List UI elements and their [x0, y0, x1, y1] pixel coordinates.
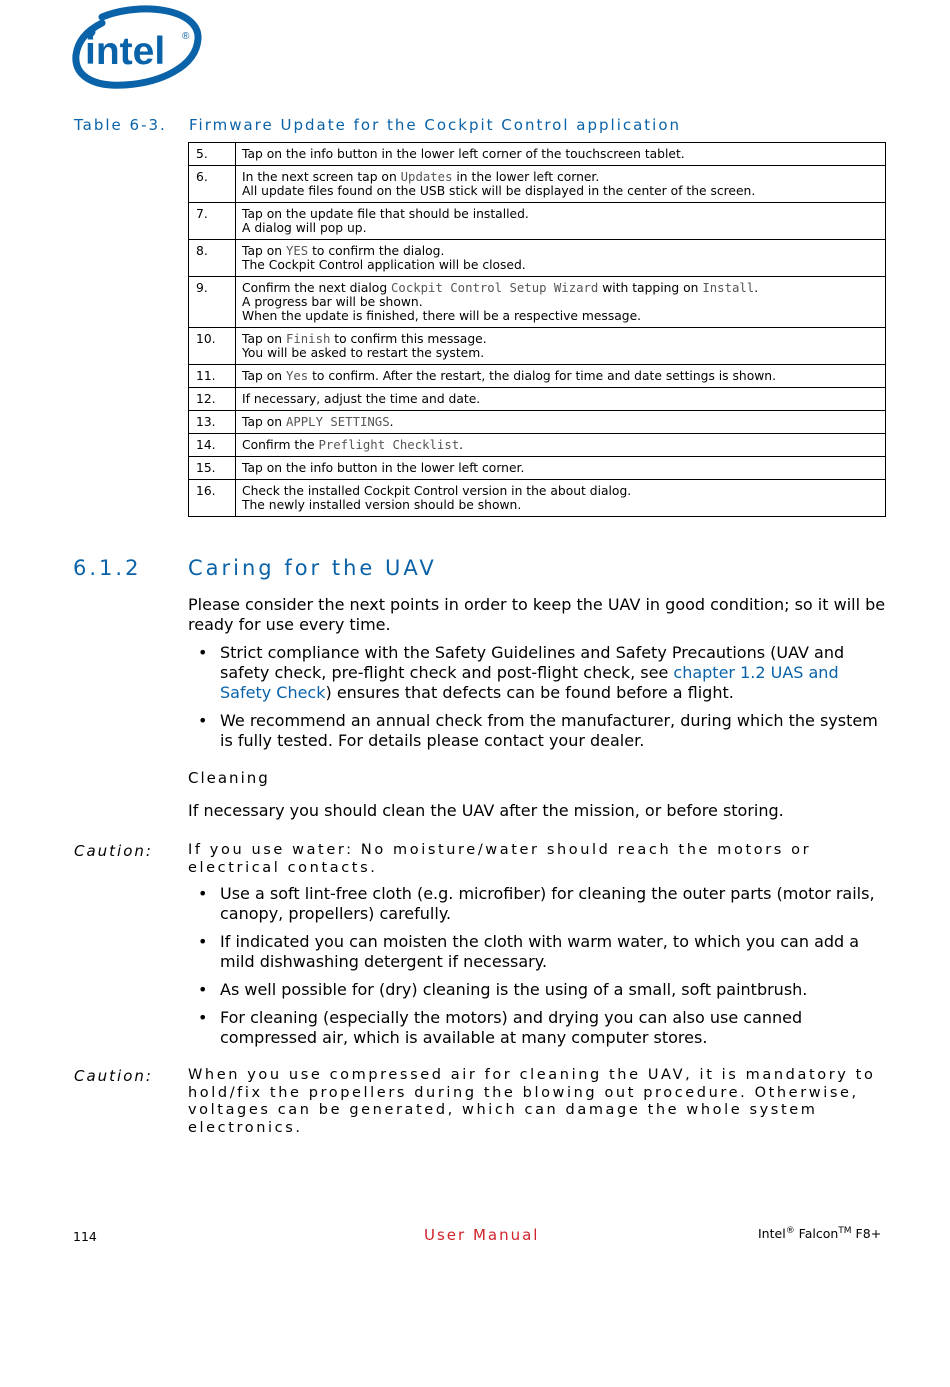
list-item	[188, 643, 888, 703]
step-text: Confirm the	[242, 438, 319, 452]
step-text: A progress bar will be shown.	[242, 295, 423, 309]
ui-term: Finish	[285, 332, 331, 346]
step-number: 16.	[189, 480, 236, 517]
table-caption	[74, 116, 681, 134]
table-row	[189, 328, 886, 365]
step-number: 7.	[189, 203, 236, 240]
bullet-icon: •	[198, 711, 208, 730]
step-number: 8.	[189, 240, 236, 277]
section-title: Caring for the UAV	[188, 556, 437, 580]
footer-title: User Manual	[424, 1226, 540, 1244]
bullet-text: As well possible for (dry) cleaning is the using of a small, soft paintbrush.	[220, 980, 808, 999]
step-text: to confirm this message.	[330, 332, 487, 346]
step-text: A dialog will pop up.	[242, 221, 367, 235]
list-item	[188, 932, 888, 972]
step-description	[236, 411, 886, 434]
cleaning-bullet-list	[188, 884, 888, 1056]
table-row	[189, 480, 886, 517]
step-text: in the lower left corner.	[452, 170, 600, 184]
table-row	[189, 434, 886, 457]
bullet-text: For cleaning (especially the motors) and drying you can also use canned compressed air, which is available at many computer stores.	[220, 1008, 803, 1047]
list-item	[188, 980, 888, 1000]
svg-text:®: ®	[182, 31, 190, 42]
step-text: Tap on	[242, 415, 286, 429]
caution-text: If you use water: No moisture/water should reach the motors or electrical contacts.	[188, 842, 812, 876]
table-row	[189, 166, 886, 203]
step-text: to confirm. After the restart, the dialog for time and date settings is shown.	[308, 369, 776, 383]
svg-text:intel: intel	[85, 30, 166, 73]
bullet-text: We recommend an annual check from the manufacturer, during which the system is fully tested. For details please contact your dealer.	[220, 711, 878, 750]
bullet-icon: •	[198, 884, 208, 903]
step-text: to confirm the dialog.	[308, 244, 445, 258]
table-row	[189, 277, 886, 328]
cleaning-paragraph: If necessary you should clean the UAV after the mission, or before storing.	[188, 801, 784, 820]
bullet-icon: •	[198, 643, 208, 662]
step-description	[236, 434, 886, 457]
table-row	[189, 388, 886, 411]
step-description	[236, 277, 886, 328]
ui-term: Cockpit Control Setup Wizard	[391, 281, 599, 295]
table-row	[189, 411, 886, 434]
step-text: Check the installed Cockpit Control version in the about dialog.	[242, 484, 632, 498]
step-text: Tap on the update file that should be installed.	[242, 207, 529, 221]
firmware-update-table	[188, 142, 886, 517]
step-description	[236, 328, 886, 365]
step-text: If necessary, adjust the time and date.	[242, 392, 481, 406]
step-description	[236, 203, 886, 240]
step-text: When the update is finished, there will be a respective message.	[242, 309, 642, 323]
footer-product	[758, 1226, 881, 1241]
step-number: 13.	[189, 411, 236, 434]
step-description	[236, 480, 886, 517]
cleaning-subheading: Cleaning	[188, 769, 270, 787]
table-row	[189, 240, 886, 277]
step-text: Tap on	[242, 369, 286, 383]
step-description	[236, 143, 886, 166]
step-number: 10.	[189, 328, 236, 365]
caution-text: When you use compressed air for cleaning the UAV, it is mandatory to hold/fix the propellers during the blowing out procedure. Otherwise, voltages can be generated, which can damage the whole system electronics.	[188, 1067, 876, 1136]
step-description	[236, 388, 886, 411]
step-text: Tap on	[242, 332, 286, 346]
step-text: Tap on the info button in the lower left corner of the touchscreen tablet.	[242, 147, 685, 161]
table-row	[189, 457, 886, 480]
bullet-text: If indicated you can moisten the cloth with warm water, to which you can add a mild dishwashing detergent if necessary.	[220, 932, 860, 971]
chapter-link[interactable]: chapter 1.2 UAS and Safety Check	[220, 663, 839, 702]
table-body	[189, 143, 886, 517]
table-row	[189, 143, 886, 166]
section-number: 6.1.2	[73, 556, 142, 580]
step-text: with tapping on	[598, 281, 703, 295]
caution-label: Caution:	[74, 842, 153, 860]
step-text: .	[459, 438, 464, 452]
step-number: 5.	[189, 143, 236, 166]
step-text: In the next screen tap on	[242, 170, 401, 184]
footer-product-name: Falcon	[798, 1226, 839, 1242]
bullet-icon: •	[198, 1008, 208, 1027]
step-description	[236, 365, 886, 388]
caution-label: Caution:	[74, 1067, 153, 1085]
step-text: .	[389, 415, 394, 429]
ui-term: YES	[285, 244, 309, 258]
step-description	[236, 240, 886, 277]
list-item	[188, 1008, 888, 1048]
step-text: .	[754, 281, 759, 295]
table-caption-title: Firmware Update for the Cockpit Control application	[189, 116, 682, 134]
bullet-text-start: Strict compliance with the Safety Guidelines and Safety Precautions (UAV and safety check, pre-flight check and post-flight check, see	[220, 643, 845, 682]
step-number: 12.	[189, 388, 236, 411]
ui-term: Yes	[285, 369, 309, 383]
step-text: Tap on	[242, 244, 286, 258]
footer-model: F8+	[855, 1226, 882, 1242]
table-row	[189, 203, 886, 240]
step-number: 15.	[189, 457, 236, 480]
step-text: The newly installed version should be shown.	[242, 498, 522, 512]
section-heading	[73, 556, 437, 580]
table-row	[189, 365, 886, 388]
footer-brand: Intel	[758, 1226, 786, 1242]
intro-paragraph: Please consider the next points in order to keep the UAV in good condition; so it will be ready for use every time.	[188, 595, 886, 634]
step-number: 14.	[189, 434, 236, 457]
step-text: The Cockpit Control application will be closed.	[242, 258, 526, 272]
registered-mark: ®	[785, 1226, 795, 1236]
ui-term: Install	[702, 281, 755, 295]
bullet-icon: •	[198, 932, 208, 951]
step-text: Confirm the next dialog	[242, 281, 392, 295]
safety-bullet-list	[188, 643, 888, 759]
step-number: 11.	[189, 365, 236, 388]
intel-logo	[72, 5, 202, 89]
step-number: 9.	[189, 277, 236, 328]
bullet-text: Use a soft lint-free cloth (e.g. microfiber) for cleaning the outer parts (motor rails, canopy, propellers) carefully.	[220, 884, 875, 923]
ui-term: APPLY SETTINGS	[285, 415, 390, 429]
trademark-mark: TM	[838, 1226, 852, 1236]
step-description	[236, 166, 886, 203]
ui-term: Updates	[400, 170, 453, 184]
step-text: All update files found on the USB stick will be displayed in the center of the screen.	[242, 184, 756, 198]
step-number: 6.	[189, 166, 236, 203]
table-caption-number: Table 6-3.	[74, 116, 167, 134]
ui-term: Preflight Checklist	[318, 438, 460, 452]
bullet-text-end: ) ensures that defects can be found before a flight.	[325, 683, 734, 702]
list-item	[188, 884, 888, 924]
list-item	[188, 711, 888, 751]
step-description	[236, 457, 886, 480]
bullet-icon: •	[198, 980, 208, 999]
step-text: Tap on the info button in the lower left corner.	[242, 461, 525, 475]
page-number: 114	[73, 1229, 97, 1244]
step-text: You will be asked to restart the system.	[242, 346, 485, 360]
